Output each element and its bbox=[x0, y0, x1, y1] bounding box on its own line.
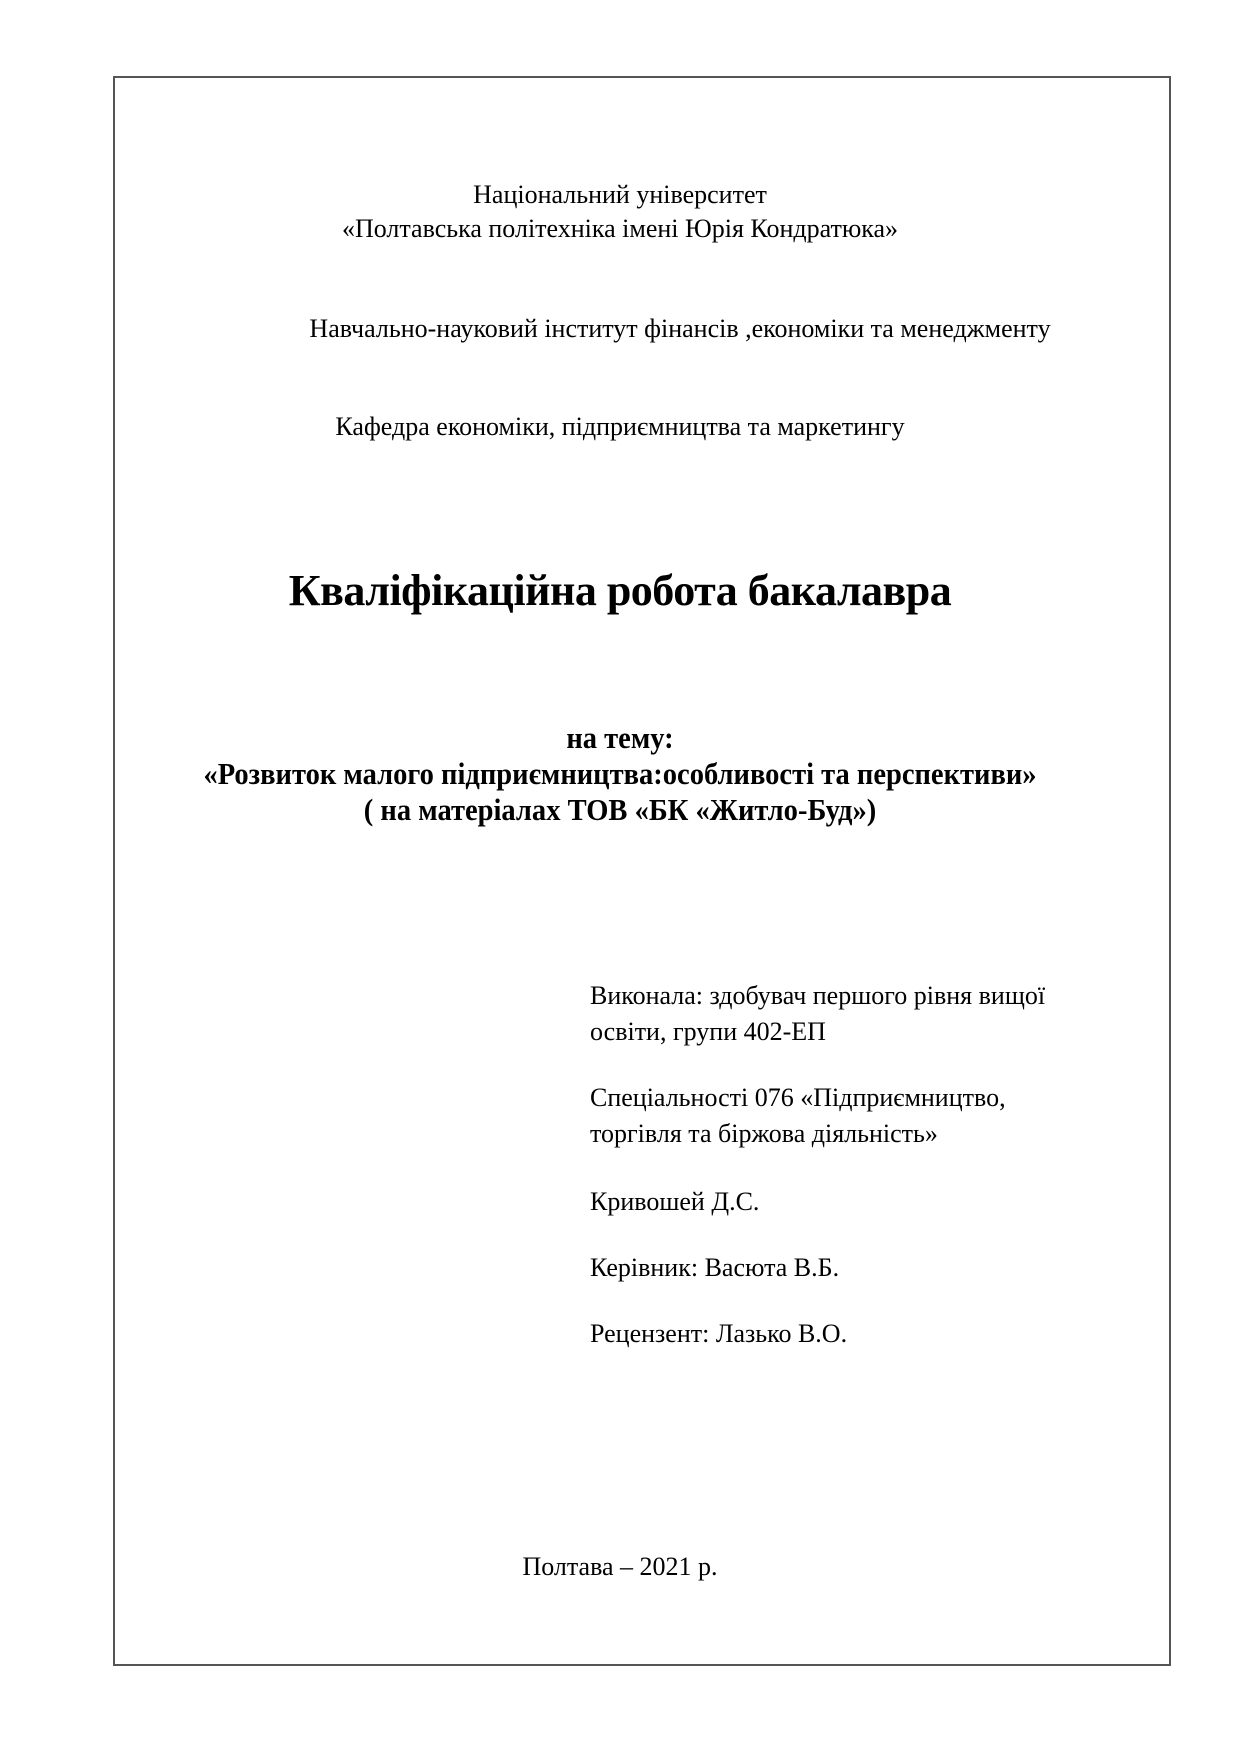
student-name: Кривошей Д.С. bbox=[590, 1187, 760, 1216]
reviewer: Рецензент: Лазько В.О. bbox=[590, 1319, 848, 1348]
topic-label: на тему: bbox=[566, 720, 674, 755]
department-name: Кафедра економіки, підприємництва та маркетингу bbox=[335, 412, 905, 441]
author-block bbox=[590, 978, 1150, 1352]
document-title: Кваліфікаційна робота бакалавра bbox=[288, 566, 952, 615]
specialty-line1: Спеціальності 076 «Підприємництво, bbox=[590, 1083, 1006, 1112]
specialty-line2: торгівля та біржова діяльність» bbox=[590, 1119, 938, 1148]
supervisor: Керівник: Васюта В.Б. bbox=[590, 1253, 840, 1282]
university-name-line1: Національний університет bbox=[473, 180, 767, 209]
topic-line2: ( на матеріалах ТОВ «БК «Житло-Буд») bbox=[363, 792, 877, 827]
institute-name: Навчально-науковий інститут фінансів ,економіки та менеджменту bbox=[309, 314, 1051, 343]
performed-by-line2: освіти, групи 402-ЕП bbox=[590, 1017, 826, 1046]
topic-line1: «Розвиток малого підприємництва:особливості та перспективи» bbox=[203, 756, 1037, 791]
performed-by-line1: Виконала: здобувач першого рівня вищої bbox=[590, 981, 1046, 1010]
footer-city-year: Полтава – 2021 р. bbox=[522, 1552, 718, 1581]
university-name-line2: «Полтавська політехніка імені Юрія Кондратюка» bbox=[341, 214, 899, 243]
